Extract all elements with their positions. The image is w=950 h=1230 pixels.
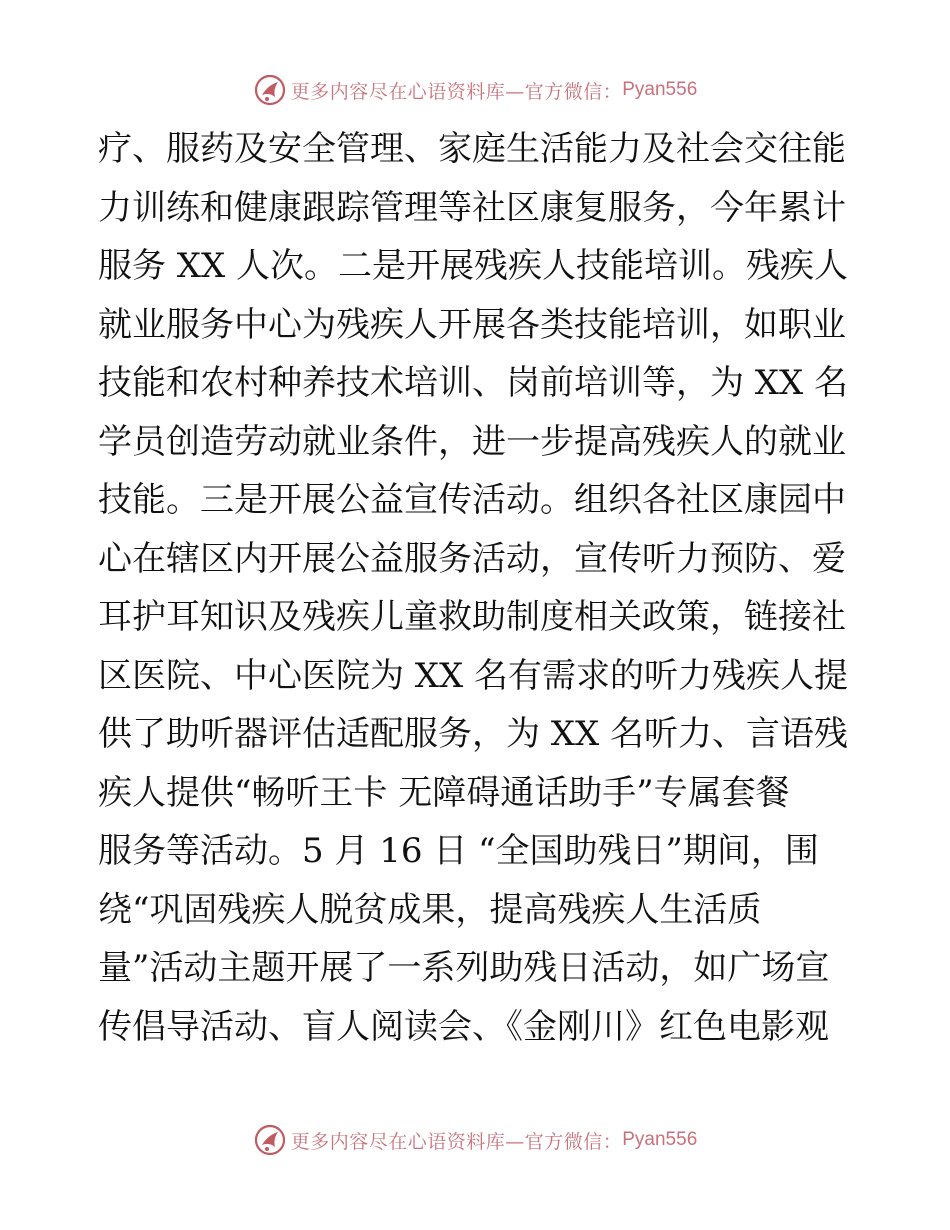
body-line: 学员创造劳动就业条件，进一步提高残疾人的就业	[98, 421, 846, 462]
body-line: 供了助听器评估适配服务，为 XX 名听力、言语残	[98, 714, 849, 754]
footer-wechat-id: Pyan556	[622, 1129, 698, 1150]
body-line: 区医院、中心医院为 XX 名有需求的听力残疾人提	[98, 655, 849, 696]
body-line: 技能和农村种养技术培训、岗前培训等，为 XX 名	[98, 363, 849, 403]
body-line: 量”活动主题开展了一系列助残日活动，如广场宣	[98, 948, 830, 988]
brand-logo-icon	[253, 1123, 287, 1157]
footer-banner	[0, 1120, 950, 1160]
body-line: 服务等活动。5 月 16 日 “全国助残日”期间，围	[98, 831, 819, 871]
body-line: 心在辖区内开展公益服务活动，宣传听力预防、爱	[98, 538, 846, 579]
body-line: 服务 XX 人次。二是开展残疾人技能培训。残疾人	[98, 246, 849, 286]
header-banner	[0, 70, 950, 110]
brand-logo-icon	[253, 73, 287, 107]
body-line: 力训练和健康跟踪管理等社区康复服务，今年累计	[98, 187, 846, 228]
document-body	[98, 120, 858, 1056]
body-line: 技能。三是开展公益宣传活动。组织各社区康园中	[98, 480, 846, 520]
body-line: 绕“巩固残疾人脱贫成果，提高残疾人生活质	[98, 889, 762, 930]
body-line: 疗、服药及安全管理、家庭生活能力及社会交往能	[98, 129, 846, 169]
body-line: 就业服务中心为残疾人开展各类技能培训，如职业	[98, 304, 846, 345]
body-line: 疾人提供“畅听王卡 无障碍通话助手”专属套餐	[98, 772, 790, 813]
header-wechat-id: Pyan556	[622, 79, 698, 100]
body-line: 耳护耳知识及残疾儿童救助制度相关政策，链接社	[98, 597, 846, 637]
header-slogan: 更多内容尽在心语资料库—官方微信：	[290, 80, 623, 103]
body-line: 传倡导活动、盲人阅读会、《金刚川》红色电影观	[98, 1006, 829, 1047]
footer-slogan: 更多内容尽在心语资料库—官方微信：	[290, 1130, 623, 1153]
